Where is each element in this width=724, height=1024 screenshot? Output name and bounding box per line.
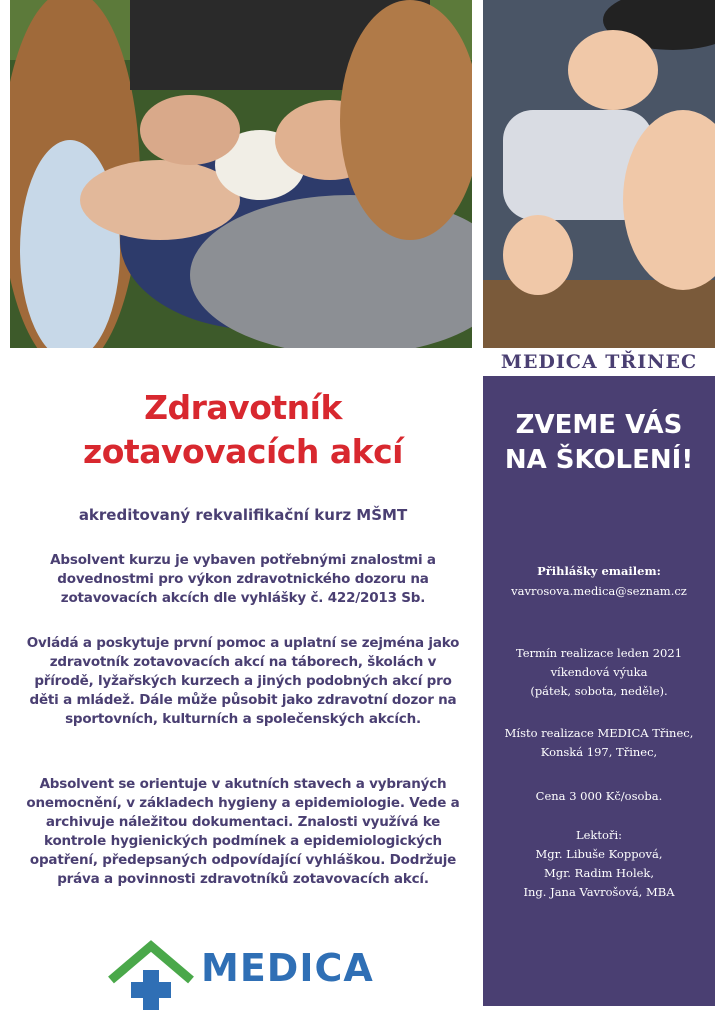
house-cross-icon — [105, 940, 197, 1010]
brand-header: MEDICA TŘINEC — [500, 351, 698, 373]
first-aid-photo — [10, 0, 472, 348]
logo-wordmark: MEDICA — [201, 946, 374, 990]
signup-heading: Přihlášky emailem: — [537, 564, 661, 578]
description-paragraph-2: Ovládá a poskytuje první pomoc a uplatní se zejména jako zdravotník zotavovacích akcí na táborech, školách v přírodě, lyžařských kurzech a jiných podobných akcí pro děti a mládež. Dále může působit jako zdravotní dozor na sportovních, kulturních a společenských akcích. — [26, 635, 460, 727]
course-subtitle: akreditovaný rekvalifikační kurz MŠMT — [78, 506, 408, 524]
medica-logo — [105, 940, 375, 1010]
course-location: Místo realizace MEDICA Třinec, Konská 197, Třinec, — [504, 726, 694, 759]
page-title: Zdravotník zotavovacích akcí — [83, 388, 403, 471]
course-price: Cena 3 000 Kč/osoba. — [535, 789, 663, 803]
description-paragraph-1: Absolvent kurzu je vybaven potřebnými znalostmi a dovednostmi pro výkon zdravotnického dozoru na zotavovacích akcích dle vyhlášky č. 422/2013 Sb. — [50, 552, 436, 606]
signup-email-link[interactable]: vavrosova.medica@seznam.cz — [511, 584, 687, 598]
lecturers-list: Lektoři: Mgr. Libuše Koppová, Mgr. Radim Holek, Ing. Jana Vavrošová, MBA — [523, 828, 675, 899]
cpr-manikin-photo — [483, 0, 715, 348]
cpr-manikin-photo-illustration — [483, 0, 715, 348]
description-paragraph-3: Absolvent se orientuje v akutních stavech a vybraných onemocnění, v základech hygieny a epidemiologie. Vede a archivuje náležitou dokumentaci. Znalosti využívá ke kontrole hygienických podmínek a epidemiologických opatření, předepsaných odpovídající vyhláškou. Dodržuje práva a povinnosti zdravotníků zotavovacích akcí. — [26, 776, 460, 887]
course-term: Termín realizace leden 2021 víkendová výuka (pátek, sobota, neděle). — [515, 646, 683, 698]
invitation-heading: ZVEME VÁS NA ŠKOLENÍ! — [504, 410, 694, 475]
first-aid-photo-illustration — [10, 0, 472, 348]
info-panel — [483, 376, 715, 1006]
